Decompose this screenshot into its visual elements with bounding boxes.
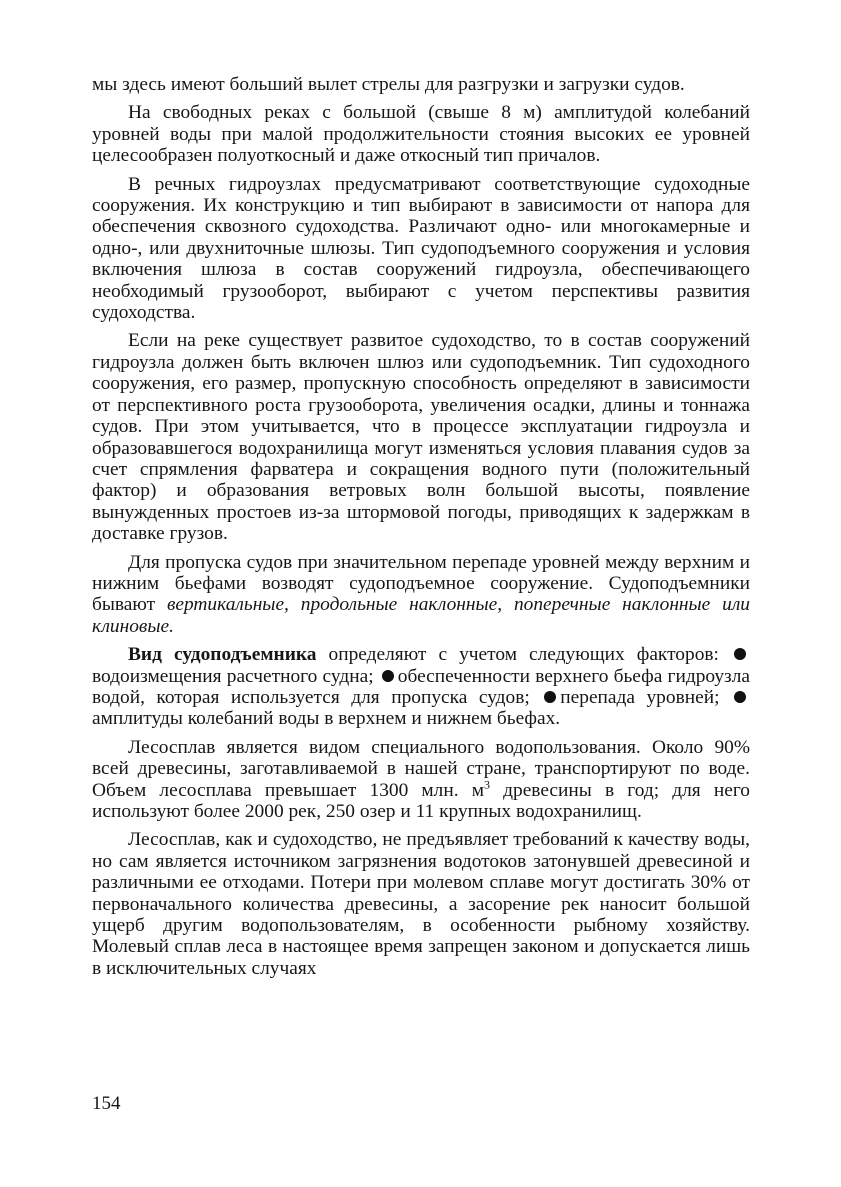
paragraph-6-intro: определяют с учетом следующих факторов: (316, 644, 731, 666)
bullet-icon (382, 670, 394, 682)
paragraph-6 (92, 644, 750, 730)
factor-item: обеспеченности верхнего бьефа гидроузла водой, которая используется для пропуска судов; (92, 665, 750, 708)
paragraph-7 (92, 737, 750, 823)
paragraph-4-text: Если на реке существует развитое судоходство, то в состав сооружений гидроузла должен быть включен шлюз или судоподъемник. Тип судоходного сооружения, его размер, пропускную способность определяют в зависимости от перспективного роста грузооборота, увеличения осадки, длины и тоннажа судов. При этом учитывается, что в процессе эксплуатации гидроузла и образовавшегося водохранилища могут изменяться условия плавания судов за счет спрямления фарватера и сокращения водного пути (положительный фактор) и образования ветровых волн большой высоты, появление вынужденных простоев из-за штормовой погоды, приводящих к задержкам в доставке грузов. (92, 330, 750, 545)
paragraph-5 (92, 552, 750, 638)
page-body (92, 74, 750, 986)
paragraph-7-text: Лесосплав является видом специального водопользования. Около 90% всей древесины, заготавливаемой в нашей стране, транспортируют по воде. Объем лесосплава превышает 1300 млн. м (92, 736, 750, 801)
paragraph-8 (92, 829, 750, 979)
bullet-icon (734, 691, 746, 703)
factor-item: амплитуды колебаний воды в верхнем и нижнем бьефах. (92, 708, 561, 730)
paragraph-2 (92, 102, 750, 166)
page-number: 154 (92, 1093, 121, 1114)
factor-item: водоизмещения расчетного судна; (92, 665, 374, 687)
paragraph-5-text: Для пропуска судов при значительном перепаде уровней между верхним и нижним бьефами возводят судоподъемное сооружение. Судоподъемники бывают (92, 551, 750, 616)
paragraph-7-text-after: древесины в год; для него используют более 2000 рек, 250 озер и 11 крупных водохранилищ. (92, 779, 750, 822)
bullet-icon (544, 691, 556, 703)
term-heading: Вид судоподъемника (128, 644, 317, 666)
paragraph-1-text: мы здесь имеют больший вылет стрелы для разгрузки и загрузки судов. (92, 74, 685, 95)
factor-item: перепада уровней; (560, 686, 720, 708)
paragraph-3-text: В речных гидроузлах предусматривают соответствующие судоходные сооружения. Их конструкцию и тип выбирают в зависимости от напора для обеспечения сквозного судоходства. Различают одно- или многокамерные и одно-, или двухниточные шлюзы. Тип судоподъемного сооружения и условия включения шлюза в состав сооружений гидроузла, обеспечивающего необходимый грузооборот, выбирают с учетом перспективы развития судоходства. (92, 173, 750, 324)
paragraph-8-text: Лесосплав, как и судоходство, не предъявляет требований к качеству воды, но сам является источником загрязнения водотоков затонувшей древесиной и различными ее отходами. Потери при молевом сплаве могут достигать 30% от первоначального количества древесины, а засорение рек наносит большой ущерб другим водопользователям, в особенности рыбному хозяйству. Молевый сплав леса в настоящее время запрещен законом и допускается лишь в исключительных случаях (92, 829, 750, 979)
bullet-icon (734, 648, 746, 660)
paragraph-4 (92, 330, 750, 544)
paragraph-5-italic-types: вертикальные, продольные наклонные, поперечные наклонные или клиновые. (92, 594, 750, 637)
superscript-3: 3 (484, 777, 490, 792)
paragraph-1 (92, 74, 750, 95)
paragraph-2-text: На свободных реках с большой (свыше 8 м) амплитудой колебаний уровней воды при малой продолжительности стояния высоких ее уровней целесообразен полуоткосный и даже откосный тип причалов. (92, 102, 750, 167)
paragraph-3 (92, 174, 750, 324)
